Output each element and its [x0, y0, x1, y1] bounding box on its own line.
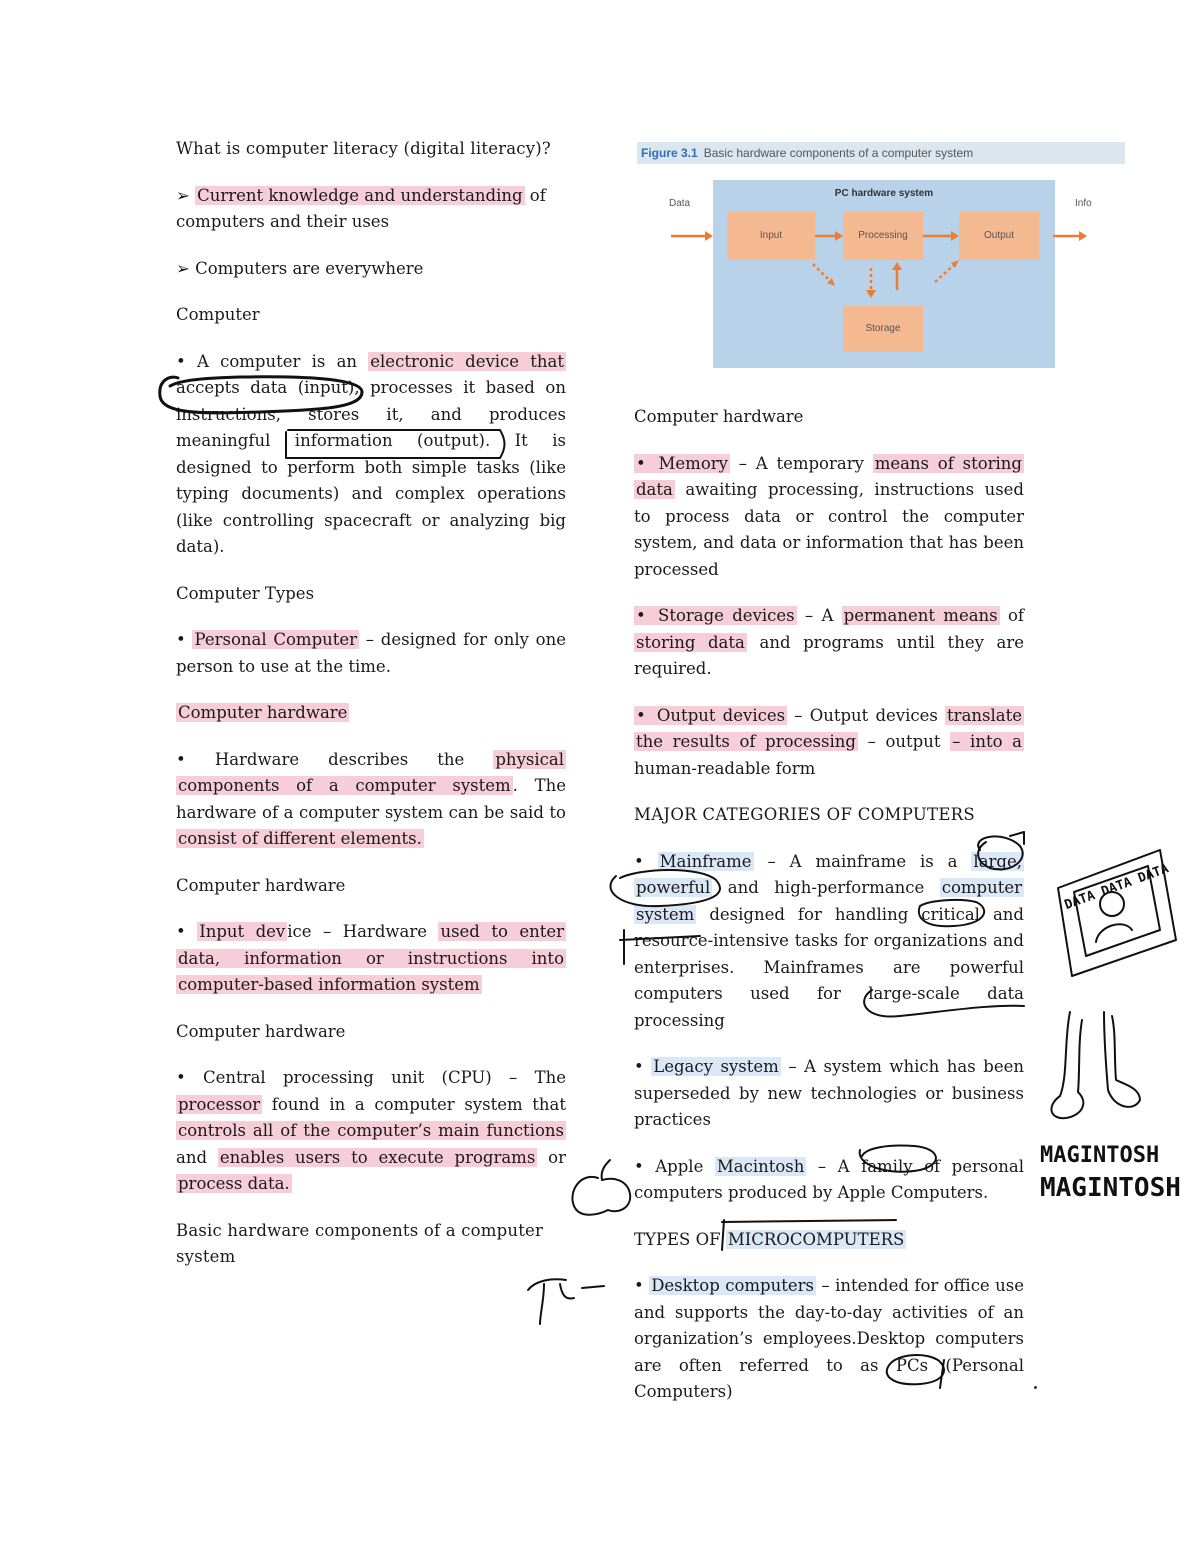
highlight: Storage devices [658, 606, 795, 625]
ink-macintosh-2: MAGINTOSH [1040, 1173, 1181, 1203]
figure-diagram [637, 164, 1125, 380]
highlight: computer system [636, 878, 1022, 924]
hardware-heading-highlighted: Computer hardware [178, 703, 348, 722]
ink-data-sign-body [1096, 924, 1132, 942]
highlight: Current knowledge and understanding [197, 185, 523, 205]
highlight: – into a [952, 732, 1023, 751]
personal-computer-item: • Personal Computer – designed for only one person to use at the time. [176, 630, 567, 676]
literacy-bullet-1: ➢ Current knowledge and understanding of computers and their uses [176, 185, 546, 231]
highlight: process data. [178, 1174, 290, 1193]
hardware-heading-3: Computer hardware [176, 1021, 346, 1041]
highlight: permanent means [843, 606, 998, 625]
highlight: Output devices [656, 705, 786, 725]
legacy-system-item: • Legacy system – A system which has been superseded by new technologies or business practices [634, 1057, 1024, 1129]
output-devices-item: • Output devices – Output devices translate the results of processing – output – into a human-readable form [634, 705, 1023, 778]
highlight: Input dev [199, 922, 286, 941]
highlight: used to enter data, information or instructions into computer-based information system [178, 922, 565, 994]
right-column [634, 404, 1024, 1406]
highlight: storing data [636, 632, 745, 652]
cpu-item: • Central processing unit (CPU) – The processor found in a computer system that controls all of the computer’s main functions and enables users to execute programs or process data. [176, 1068, 566, 1193]
highlight: means of storing data [636, 453, 1022, 499]
figure-arrows [637, 164, 1125, 380]
highlight: Macintosh [716, 1156, 805, 1176]
highlight: translate the results of processing [636, 705, 1023, 751]
computer-types-heading: Computer Types [176, 583, 315, 603]
highlight: Legacy system [653, 1057, 779, 1076]
memory-item: • Memory – A temporary means of storing data awaiting processing, instructions used to process data or control the computer system, and data or information that has been processed [634, 453, 1024, 579]
ink-data-sign-inner [1074, 866, 1160, 956]
figure-caption: Figure 3.1 Basic hardware components of a computer system [637, 142, 1125, 164]
left-column [176, 136, 566, 1271]
highlight: controls all of the computer’s main functions [178, 1121, 564, 1140]
apple-macintosh-item: • Apple Macintosh – A family of personal computers produced by Apple Computers. [634, 1156, 1024, 1202]
hardware-heading-2: Computer hardware [176, 875, 346, 895]
storage-block: Storage [843, 306, 923, 352]
input-block: Input [727, 212, 815, 260]
ink-apple-stem [602, 1160, 610, 1180]
hardware-description: • Hardware describes the physical components of a computer system . The hardware of a computer system can be said to consist of different elements. [176, 749, 566, 848]
highlight: physical components of a computer system [178, 749, 564, 795]
highlight: Desktop computers [651, 1276, 814, 1295]
info-label: Info [1075, 198, 1092, 209]
system-title: PC hardware system [834, 188, 934, 199]
computer-definition: • A computer is an electronic device that accepts data (input), processes it based on instructions, stores it, and produces meaningful information (output). It is designed to perform both simple tasks (like typing documents) and complex operations (like controlling spacecraft or analyzing big data). [176, 351, 566, 556]
basic-components-heading: Basic hardware components of a computer system [176, 1220, 544, 1266]
ink-data-sign-frame [1058, 850, 1176, 976]
highlight: Mainframe [659, 851, 752, 871]
ink-leg-left [1051, 1012, 1083, 1118]
arrow-storage-output [935, 264, 955, 282]
hardware-figure [637, 142, 1125, 380]
ink-data-text: DATA DATA DATA [1062, 861, 1171, 913]
highlight: enables users to execute programs [219, 1147, 536, 1167]
highlight: consist of different elements. [178, 829, 422, 848]
right-hardware-heading: Computer hardware [634, 407, 804, 426]
literacy-question: What is computer literacy (digital literacy)? [176, 139, 551, 158]
ink-apple-icon [572, 1177, 630, 1215]
highlight: electronic device that [370, 351, 565, 371]
arrow-input-storage [813, 264, 831, 282]
major-categories-heading: MAJOR CATEGORIES OF COMPUTERS [634, 805, 976, 824]
storage-devices-item: • Storage devices – A permanent means of storing data and programs until they are required. [634, 606, 1025, 678]
highlight: Memory [658, 453, 728, 473]
ink-data-sign-head [1100, 892, 1124, 916]
ink-macintosh-1: MAGINTOSH [1040, 1143, 1160, 1168]
highlight: large, powerful [636, 851, 1022, 897]
highlight: Personal Computer [194, 630, 358, 649]
computer-heading: Computer [176, 305, 260, 324]
output-block: Output [959, 212, 1039, 260]
ink-leg-right [1104, 1012, 1140, 1107]
processing-block: Processing [843, 212, 923, 260]
data-label: Data [669, 198, 691, 209]
literacy-bullet-2: ➢ Computers are everywhere [176, 258, 424, 278]
highlight: processor [178, 1094, 261, 1114]
mainframe-item: • Mainframe – A mainframe is a large, powerful and high-performance computer system designed for handling critical and resource-intensive tasks for organizations and enterprises. Mainframes are powerful computers used for large-scale data processing [634, 851, 1024, 1030]
ink-pi-doodle [528, 1279, 604, 1324]
desktop-computers-item: • Desktop computers – intended for office use and supports the day-to-day activities of an organization’s employees.Desktop computers are often referred to as PCs (Personal Computers) [634, 1276, 1025, 1401]
stray-dot [1034, 1386, 1037, 1389]
microcomputers-heading: TYPES OF MICROCOMPUTERS [634, 1229, 905, 1249]
input-device-item: • Input dev ice – Hardware used to enter data, information or instructions into computer-based information system [176, 922, 565, 994]
